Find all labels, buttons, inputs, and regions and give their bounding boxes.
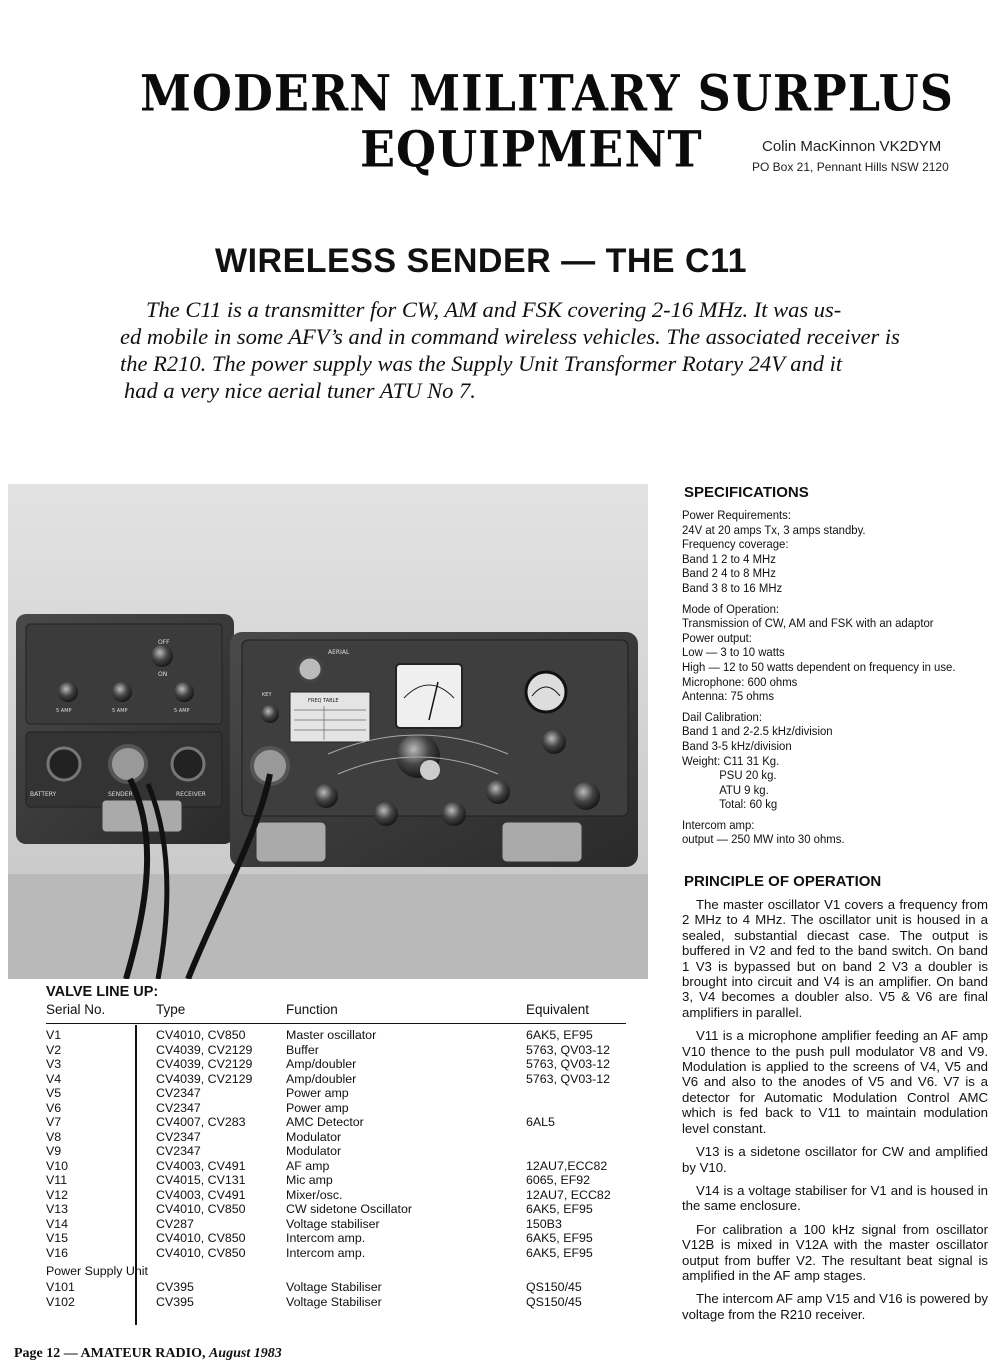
valve-lineup-table	[46, 1003, 626, 1309]
function-cell: AF amp	[286, 1158, 330, 1173]
equivalent-cell: QS150/45	[526, 1280, 582, 1294]
type-cell: CV4007, CV283	[156, 1115, 246, 1129]
column-header-function: Function	[286, 1002, 338, 1017]
equivalent-cell: 150B3	[526, 1216, 562, 1231]
photo-label-freq-table: FREQ TABLE	[308, 698, 339, 704]
psu-heading: Power Supply Unit	[46, 1264, 148, 1278]
equivalent-cell: 6AK5, EF95	[526, 1245, 593, 1260]
table-row	[46, 1144, 626, 1159]
serial-cell: V7	[46, 1115, 62, 1129]
table-row	[46, 1280, 626, 1295]
spec-line: Total: 60 kg	[719, 797, 778, 812]
type-cell: CV4039, CV2129	[156, 1042, 253, 1057]
function-cell: Master oscillator	[286, 1028, 377, 1042]
type-cell: CV4003, CV491	[156, 1158, 246, 1173]
function-cell: CW sidetone Oscillator	[286, 1202, 413, 1216]
valve-rows	[46, 1028, 626, 1260]
column-header-serial: Serial No.	[46, 1002, 106, 1017]
type-cell: CV2347	[156, 1100, 201, 1115]
spec-line: Mode of Operation:	[682, 601, 780, 616]
author-name: Colin MacKinnon VK2DYM	[762, 138, 942, 155]
principle-paragraph: V13 is a sidetone oscillator for CW and amplified by V10.	[682, 1144, 988, 1175]
equivalent-cell: 6065, EF92	[526, 1173, 591, 1187]
table-row	[46, 1159, 626, 1174]
spec-line: Transmission of CW, AM and FSK with an adaptor	[682, 616, 934, 631]
table-row	[46, 1202, 626, 1217]
serial-cell: V12	[46, 1187, 69, 1202]
photo-label-amp-right: 5 AMP	[174, 708, 190, 714]
photo-label-amp-left: 5 AMP	[56, 708, 72, 714]
equivalent-cell: 6AK5, EF95	[526, 1231, 593, 1245]
author-address: PO Box 21, Pennant Hills NSW 2120	[752, 160, 949, 174]
serial-cell: V4	[46, 1071, 62, 1086]
equivalent-cell: 6AK5, EF95	[526, 1202, 593, 1216]
footer-page: Page 12 — AMATEUR RADIO,	[14, 1346, 206, 1361]
function-cell: Amp/doubler	[286, 1057, 357, 1071]
function-cell: Mixer/osc.	[286, 1187, 343, 1202]
principle-paragraph: V11 is a microphone amplifier feeding an AF amp V10 thence to the push pull modulator V8 and V9. Modulation is applied to the screens of V4, V5 and V6 and also to the anodes of V5 and V6. V7 is a detector for Automatic Modulation Control AMC which is fed back to V11 to maintain modulation level constant.	[682, 1028, 988, 1136]
table-row	[46, 1130, 626, 1145]
function-cell: Modulator	[286, 1129, 342, 1144]
photo-label-battery: BATTERY	[30, 791, 57, 798]
serial-cell: V101	[46, 1280, 75, 1294]
serial-cell: V1	[46, 1028, 62, 1042]
table-row	[46, 1043, 626, 1058]
function-cell: Voltage Stabiliser	[286, 1280, 382, 1294]
function-cell: Intercom amp.	[286, 1231, 366, 1245]
type-cell: CV2347	[156, 1086, 201, 1100]
spec-line: PSU 20 kg.	[719, 768, 777, 783]
spec-line: Band 3 8 to 16 MHz	[682, 580, 783, 595]
function-cell: Mic amp	[286, 1173, 333, 1187]
headline-line-1: MODERN MILITARY SURPLUS	[140, 64, 954, 123]
spec-line: Frequency coverage:	[682, 537, 789, 552]
function-cell: AMC Detector	[286, 1115, 364, 1129]
principle-paragraph: V14 is a voltage stabiliser for V1 and is housed in the same enclosure.	[682, 1182, 988, 1214]
spec-line: Dail Calibration:	[682, 709, 763, 724]
function-cell: Power amp	[286, 1086, 349, 1100]
intro-line: ed mobile in some AFV’s and in command wireless vehicles. The associated receiver is	[120, 324, 900, 349]
type-cell: CV4039, CV2129	[156, 1057, 253, 1071]
type-cell: CV4010, CV850	[156, 1202, 246, 1216]
photo-label-aerial: AERIAL	[328, 649, 350, 656]
equivalent-cell: 6AL5	[526, 1115, 555, 1129]
type-cell: CV4015, CV131	[156, 1173, 246, 1187]
equivalent-cell: 12AU7, ECC82	[526, 1187, 611, 1202]
photo-label-sender: SENDER	[108, 791, 133, 798]
spec-line: Power output:	[682, 630, 752, 645]
serial-cell: V9	[46, 1144, 62, 1158]
column-header-type: Type	[156, 1002, 186, 1017]
specifications-list	[682, 508, 955, 847]
table-row	[46, 1188, 626, 1203]
principle-paragraph: The master oscillator V1 covers a frequency from 2 MHz to 4 MHz. The oscillator unit is housed in a sealed, substantial diecast case. The output is buffered in V2 and fed to the band switch. On band 1 V3 is bypassed but on band 2 V3 a doubler is brought into circuit and V4 is an amplifier. On band 3, V4 becomes a doubler also. V5 & V6 are final amplifiers in parallel.	[682, 897, 988, 1020]
serial-cell: V15	[46, 1231, 69, 1245]
intro-paragraph	[120, 296, 900, 404]
intro-line: had a very nice aerial tuner ATU No 7.	[124, 378, 476, 403]
type-cell: CV395	[156, 1280, 194, 1294]
photo-label-key: KEY	[262, 692, 272, 698]
table-row	[46, 1295, 626, 1310]
principle-paragraph: For calibration a 100 kHz signal from oscillator V12B is mixed in V12A with the master oscillator output from buffer V2. The resultant beat signal is amplified in the AF amp stages.	[682, 1221, 988, 1283]
equivalent-cell: 5763, QV03-12	[526, 1042, 611, 1057]
serial-cell: V14	[46, 1216, 69, 1231]
spec-line: Band 2 4 to 8 MHz	[682, 566, 776, 581]
table-row	[46, 1101, 626, 1116]
equivalent-cell: 5763, QV03-12	[526, 1057, 611, 1071]
serial-cell: V102	[46, 1294, 75, 1309]
serial-cell: V8	[46, 1129, 62, 1144]
spec-line: Band 3-5 kHz/division	[682, 738, 792, 753]
type-cell: CV287	[156, 1216, 194, 1231]
function-cell: Voltage Stabiliser	[286, 1294, 382, 1309]
column-header-equivalent: Equivalent	[526, 1002, 590, 1017]
photo-label-amp-mid: 5 AMP	[112, 708, 128, 714]
principle-heading: PRINCIPLE OF OPERATION	[684, 873, 882, 890]
principle-paragraph: The intercom AF amp V15 and V16 is powered by voltage from the R210 receiver.	[682, 1291, 988, 1322]
spec-line: Low — 3 to 10 watts	[682, 645, 785, 660]
table-row	[46, 1173, 626, 1188]
serial-cell: V11	[46, 1173, 68, 1187]
spec-line: Microphone: 600 ohms	[682, 674, 798, 689]
function-cell: Modulator	[286, 1144, 342, 1158]
spec-line: ATU 9 kg.	[719, 782, 769, 797]
spec-line: Weight: C11 31 Kg.	[682, 753, 780, 768]
table-row	[46, 1246, 626, 1261]
function-cell: Amp/doubler	[286, 1071, 357, 1086]
type-cell: CV2347	[156, 1144, 201, 1158]
type-cell: CV4010, CV850	[156, 1231, 246, 1245]
spec-line: output — 250 MW into 30 ohms.	[682, 832, 845, 847]
type-cell: CV4039, CV2129	[156, 1071, 253, 1086]
psu-rows	[46, 1280, 626, 1309]
valve-table-header	[46, 1003, 626, 1024]
function-cell: Power amp	[286, 1100, 349, 1115]
serial-cell: V13	[46, 1202, 69, 1216]
footer-issue: August 1983	[208, 1346, 282, 1361]
serial-cell: V10	[46, 1158, 69, 1173]
photo-label-off: OFF	[158, 639, 170, 646]
spec-line: High — 12 to 50 watts dependent on frequency in use.	[682, 659, 956, 674]
spec-line: Power Requirements:	[682, 508, 791, 522]
spec-line: Antenna: 75 ohms	[682, 689, 775, 704]
table-row	[46, 1231, 626, 1246]
function-cell: Voltage stabiliser	[286, 1216, 380, 1231]
equipment-photo	[8, 484, 648, 979]
equivalent-cell: QS150/45	[526, 1294, 582, 1309]
intro-line: The C11 is a transmitter for CW, AM and FSK covering 2-16 MHz. It was us-	[146, 297, 842, 322]
spec-line: Band 1 2 to 4 MHz	[682, 551, 776, 566]
table-row	[46, 1072, 626, 1087]
type-cell: CV395	[156, 1294, 194, 1309]
valve-lineup-heading: VALVE LINE UP:	[46, 984, 159, 1000]
equivalent-cell: 5763, QV03-12	[526, 1071, 611, 1086]
headline-line-2: EQUIPMENT	[360, 120, 703, 179]
photo-label-on: ON	[158, 671, 168, 678]
principle-body	[682, 897, 988, 1330]
page-footer	[14, 1346, 282, 1362]
equivalent-cell: 12AU7,ECC82	[526, 1158, 608, 1173]
spec-line: Intercom amp:	[682, 817, 755, 832]
serial-cell: V5	[46, 1086, 62, 1100]
spec-line: Band 1 and 2-2.5 kHz/division	[682, 724, 833, 739]
function-cell: Buffer	[286, 1042, 319, 1057]
type-cell: CV2347	[156, 1129, 201, 1144]
type-cell: CV4010, CV850	[156, 1028, 246, 1042]
specifications-heading: SPECIFICATIONS	[684, 484, 809, 501]
type-cell: CV4003, CV491	[156, 1187, 246, 1202]
type-cell: CV4010, CV850	[156, 1245, 246, 1260]
table-row	[46, 1115, 626, 1130]
equivalent-cell: 6AK5, EF95	[526, 1028, 593, 1042]
intro-line: the R210. The power supply was the Supply Unit Transformer Rotary 24V and it	[120, 351, 843, 376]
spec-line: 24V at 20 amps Tx, 3 amps standby.	[682, 522, 866, 537]
photo-label-receiver: RECEIVER	[176, 791, 206, 798]
equipment-photo-illustration	[8, 484, 648, 979]
function-cell: Intercom amp.	[286, 1245, 366, 1260]
serial-cell: V3	[46, 1057, 62, 1071]
table-row	[46, 1086, 626, 1101]
table-row	[46, 1217, 626, 1232]
table-row	[46, 1028, 626, 1043]
serial-cell: V2	[46, 1042, 62, 1057]
serial-cell: V6	[46, 1100, 62, 1115]
serial-cell: V16	[46, 1245, 69, 1260]
table-row	[46, 1057, 626, 1072]
article-subtitle: WIRELESS SENDER — THE C11	[215, 242, 748, 280]
